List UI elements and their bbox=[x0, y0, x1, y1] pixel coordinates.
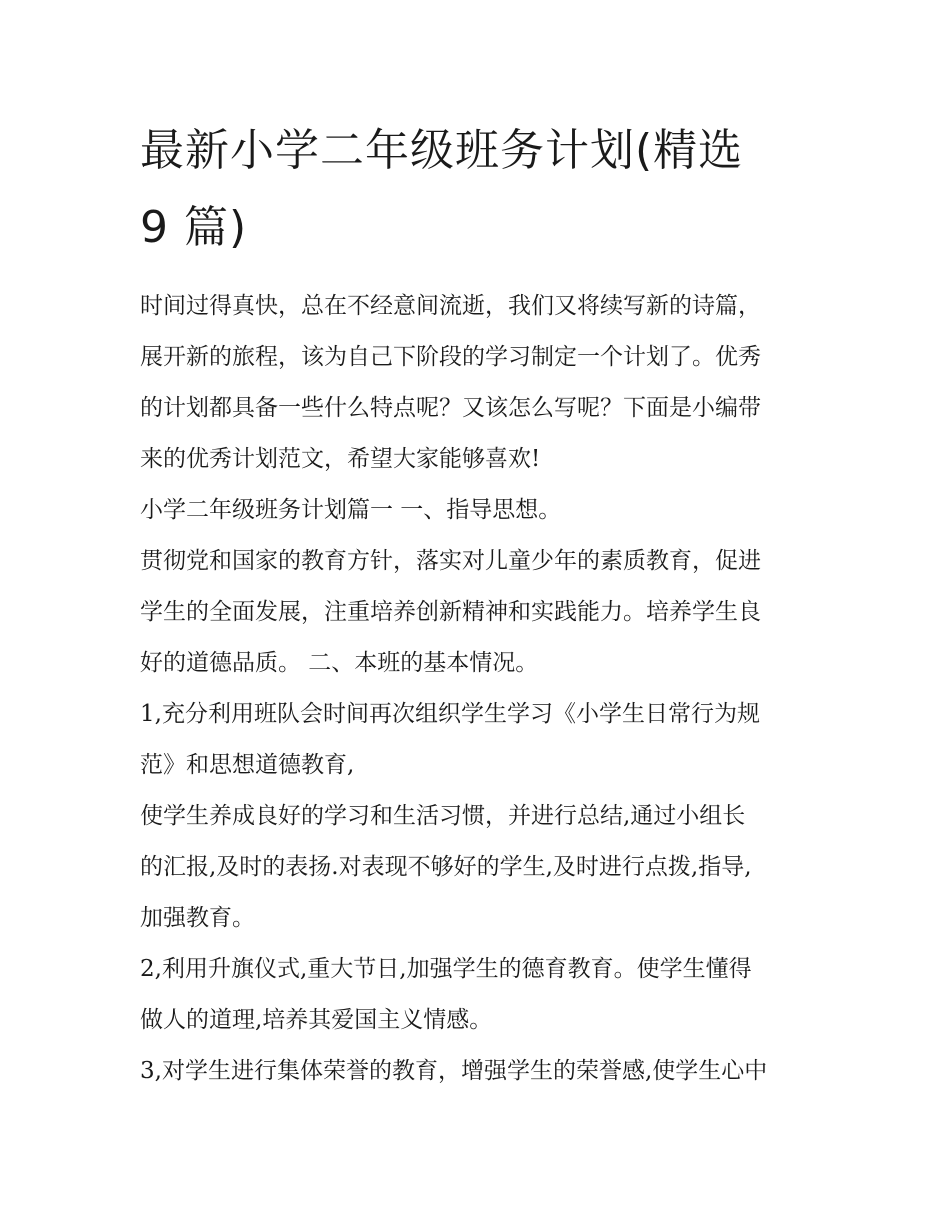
page-title bbox=[140, 112, 820, 266]
text-line: 的汇报,及时的表扬.对表现不够好的学生,及时进行点拨,指导, bbox=[140, 854, 752, 880]
title-line: 最新小学二年级班务计划(精选 bbox=[140, 125, 744, 176]
guiding-principle-paragraph bbox=[140, 536, 820, 689]
text-line: 的计划都具备一些什么特点呢？又该怎么写呢？下面是小编带 bbox=[140, 395, 761, 421]
text-line: 贯彻党和国家的教育方针，落实对儿童少年的素质教育，促进 bbox=[140, 548, 761, 574]
text-line: 使学生养成良好的学习和生活习惯，并进行总结,通过小组长 bbox=[140, 803, 746, 829]
title-line: 9 篇) bbox=[140, 202, 248, 253]
intro-paragraph bbox=[140, 281, 820, 485]
text-line: 好的道德品质。 二、本班的基本情况。 bbox=[140, 650, 539, 676]
section-heading-paragraph bbox=[140, 485, 820, 536]
text-line: 加强教育。 bbox=[140, 905, 255, 931]
document-body bbox=[140, 281, 820, 1097]
text-line: 3,对学生进行集体荣誉的教育，增强学生的荣誉感,使学生心中 bbox=[140, 1058, 768, 1084]
text-line: 时间过得真快，总在不经意间流逝，我们又将续写新的诗篇， bbox=[140, 293, 761, 319]
document-page bbox=[140, 112, 820, 1097]
list-item-3-paragraph bbox=[140, 1046, 820, 1097]
text-line: 展开新的旅程，该为自己下阶段的学习制定一个计划了。优秀 bbox=[140, 344, 761, 370]
text-line: 2,利用升旗仪式,重大节日,加强学生的德育教育。使学生懂得 bbox=[140, 956, 752, 982]
text-line: 小学二年级班务计划篇一 一、指导思想。 bbox=[140, 497, 562, 523]
list-item-1-paragraph bbox=[140, 689, 820, 791]
text-line: 学生的全面发展，注重培养创新精神和实践能力。培养学生良 bbox=[140, 599, 761, 625]
text-line: 来的优秀计划范文，希望大家能够喜欢! bbox=[140, 446, 541, 472]
list-item-2-paragraph bbox=[140, 944, 820, 1046]
text-line: 范》和思想道德教育, bbox=[140, 752, 355, 778]
text-line: 做人的道理,培养其爱国主义情感。 bbox=[140, 1007, 493, 1033]
text-line: 1,充分利用班队会时间再次组织学生学习《小学生日常行为规 bbox=[140, 701, 760, 727]
habits-paragraph bbox=[140, 791, 820, 944]
